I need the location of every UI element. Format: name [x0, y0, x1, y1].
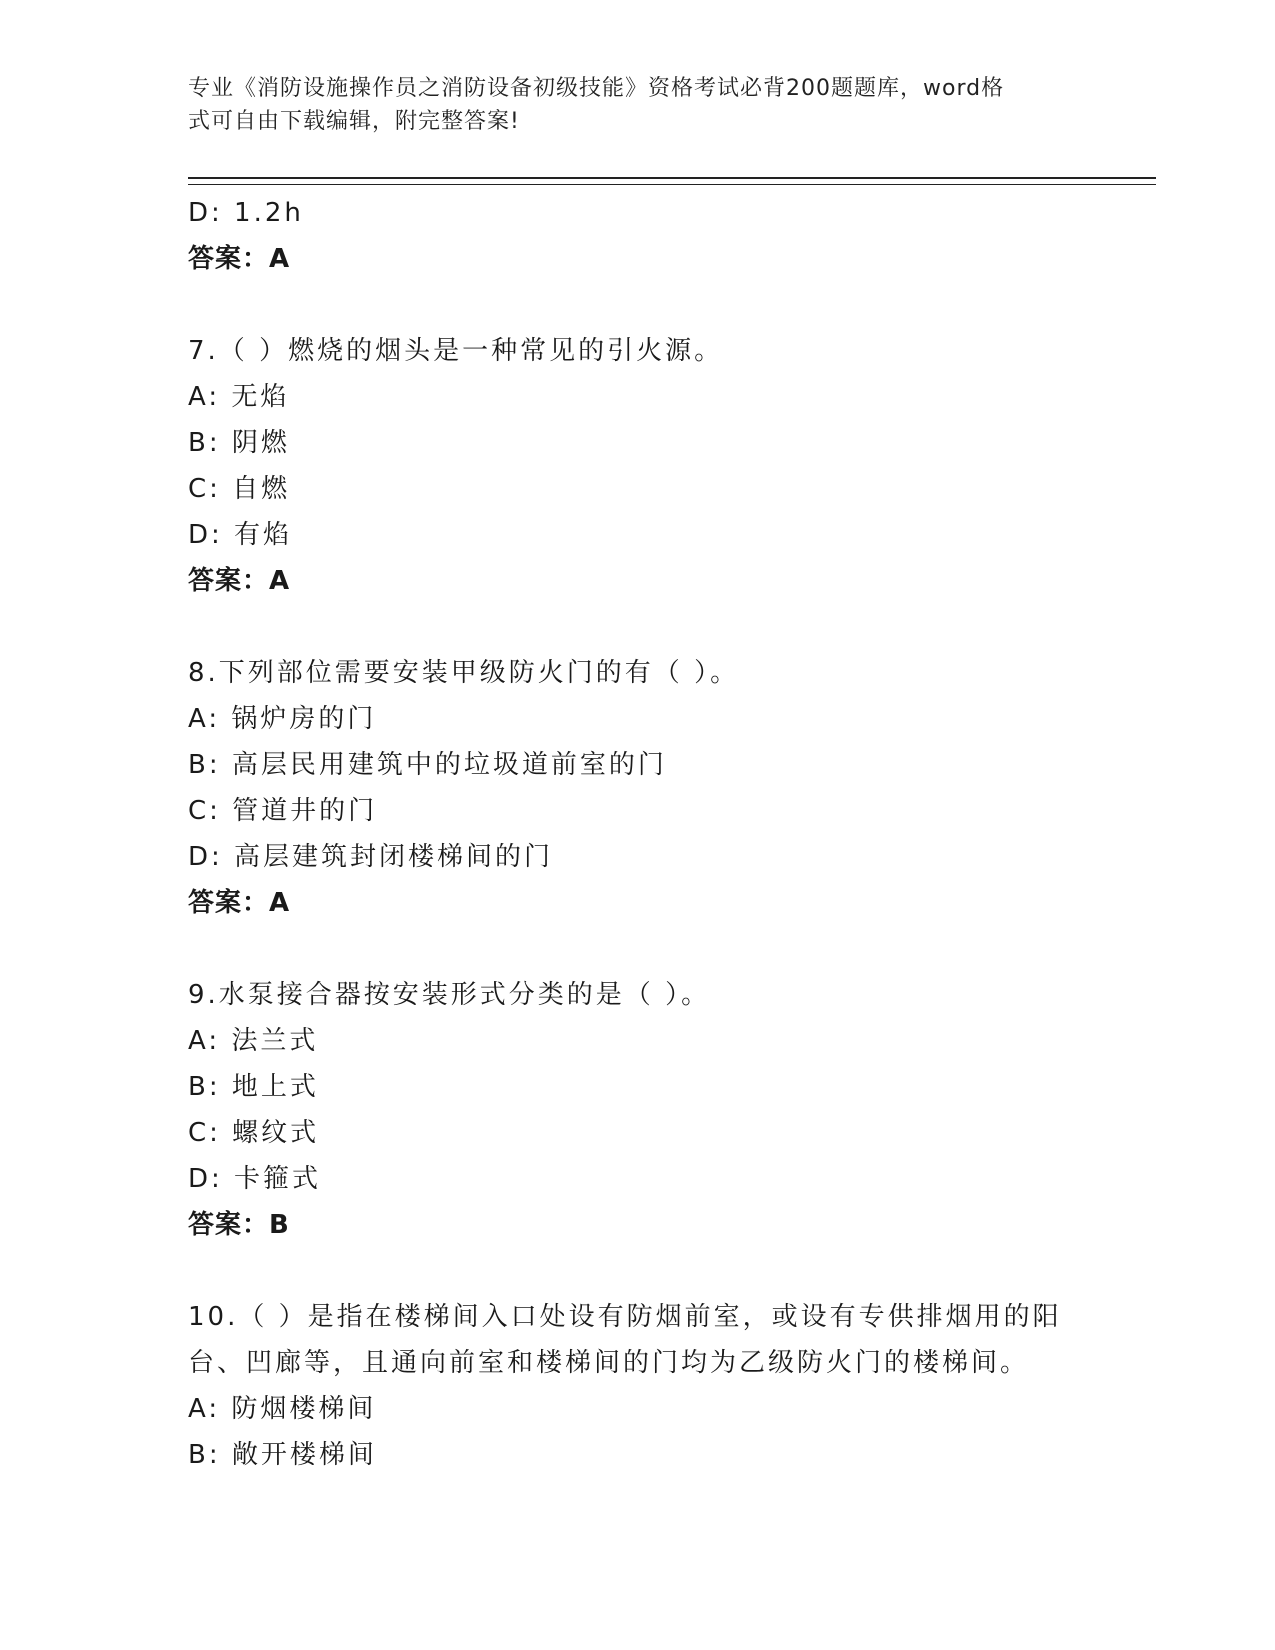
- option-c: C: 管道井的门: [188, 796, 378, 826]
- option-d: D: 有焰: [188, 520, 293, 550]
- document-header: [188, 72, 1068, 138]
- question-text: 9.水泵接合器按安装形式分类的是（ ）。: [188, 980, 711, 1010]
- option-d: D: 卡箍式: [188, 1164, 322, 1194]
- question-list: [188, 190, 1088, 1478]
- answer: 答案：A: [188, 244, 291, 274]
- spacer: [188, 926, 1088, 972]
- option-b: B: 阴燃: [188, 428, 290, 458]
- option-d: D: 高层建筑封闭楼梯间的门: [188, 842, 554, 872]
- answer: 答案：B: [188, 1210, 290, 1240]
- question-text: 7.（ ）燃烧的烟头是一种常见的引火源。: [188, 336, 724, 366]
- option-a: A: 锅炉房的门: [188, 704, 377, 734]
- option-c: C: 螺纹式: [188, 1118, 320, 1148]
- option-a: A: 法兰式: [188, 1026, 319, 1056]
- question-7: [188, 328, 1088, 604]
- header-title-line-2: 式可自由下载编辑，附完整答案!: [188, 109, 520, 134]
- header-divider: [188, 177, 1156, 185]
- question-8: [188, 650, 1088, 926]
- option-b: B: 敞开楼梯间: [188, 1440, 377, 1470]
- header-title-line-1: 专业《消防设施操作员之消防设备初级技能》资格考试必背200题题库，word格: [188, 76, 1005, 101]
- question-text-line-1: 10.（ ）是指在楼梯间入口处设有防烟前室，或设有专供排烟用的阳: [188, 1302, 1062, 1332]
- option-b: B: 地上式: [188, 1072, 319, 1102]
- question-9: [188, 972, 1088, 1248]
- option-a: A: 无焰: [188, 382, 290, 412]
- answer: 答案：A: [188, 566, 291, 596]
- answer: 答案：A: [188, 888, 291, 918]
- question-10: [188, 1294, 1088, 1478]
- spacer: [188, 282, 1088, 328]
- option-d: D: 1.2h: [188, 198, 304, 228]
- question-text-line-2: 台、凹廊等，且通向前室和楼梯间的门均为乙级防火门的楼梯间。: [188, 1348, 1030, 1378]
- spacer: [188, 1248, 1088, 1294]
- question-text: 8.下列部位需要安装甲级防火门的有（ ）。: [188, 658, 740, 688]
- spacer: [188, 604, 1088, 650]
- option-b: B: 高层民用建筑中的垃圾道前室的门: [188, 750, 667, 780]
- option-a: A: 防烟楼梯间: [188, 1394, 377, 1424]
- option-c: C: 自燃: [188, 474, 291, 504]
